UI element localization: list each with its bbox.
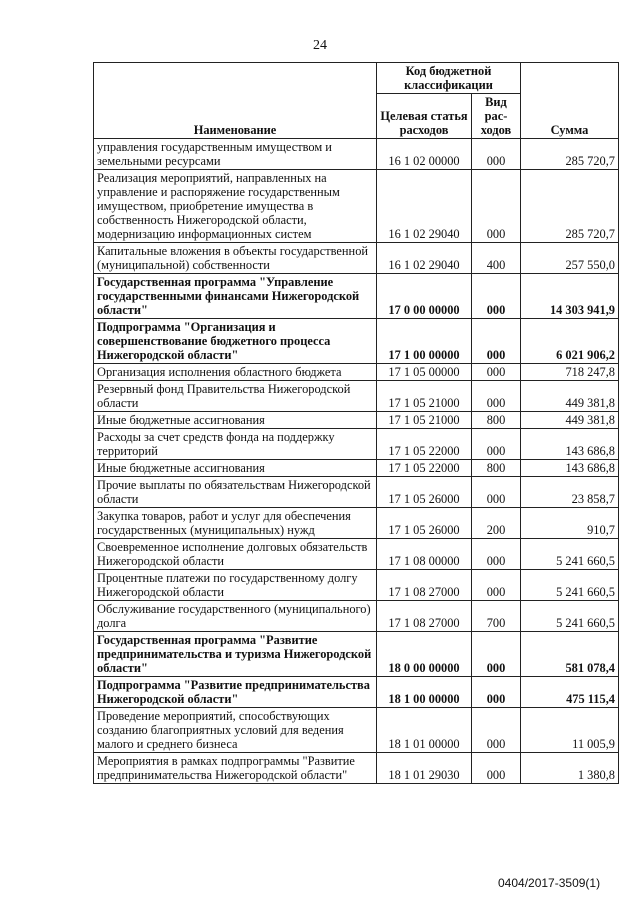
row-name: Резервный фонд Правительства Нижегородской области bbox=[94, 381, 377, 412]
table-row bbox=[94, 632, 619, 677]
row-name: Капитальные вложения в объекты государственной (муниципальной) собственности bbox=[94, 243, 377, 274]
row-sum: 449 381,8 bbox=[521, 381, 619, 412]
row-sum: 257 550,0 bbox=[521, 243, 619, 274]
row-code: 17 1 08 27000 bbox=[377, 601, 472, 632]
table-row bbox=[94, 243, 619, 274]
header-code-group: Код бюджетной классификации bbox=[377, 63, 521, 94]
row-code: 17 1 05 22000 bbox=[377, 429, 472, 460]
table-row bbox=[94, 381, 619, 412]
row-kind: 000 bbox=[472, 677, 521, 708]
table-row bbox=[94, 460, 619, 477]
row-sum: 285 720,7 bbox=[521, 139, 619, 170]
row-sum: 11 005,9 bbox=[521, 708, 619, 753]
row-sum: 6 021 906,2 bbox=[521, 319, 619, 364]
row-code: 17 1 05 21000 bbox=[377, 381, 472, 412]
row-code: 18 1 00 00000 bbox=[377, 677, 472, 708]
row-name: Реализация мероприятий, направленных на управление и распоряжение государственным имуществом, приобретение имущества в собственность Нижегородской области, модернизацию информационных систем bbox=[94, 170, 377, 243]
row-name: Подпрограмма "Развитие предпринимательства Нижегородской области" bbox=[94, 677, 377, 708]
row-kind: 700 bbox=[472, 601, 521, 632]
row-sum: 14 303 941,9 bbox=[521, 274, 619, 319]
header-kind: Вид рас-ходов bbox=[472, 94, 521, 139]
table-row bbox=[94, 477, 619, 508]
table-row bbox=[94, 508, 619, 539]
row-name: Закупка товаров, работ и услуг для обеспечения государственных (муниципальных) нужд bbox=[94, 508, 377, 539]
row-code: 18 1 01 29030 bbox=[377, 753, 472, 784]
table-row bbox=[94, 429, 619, 460]
row-code: 17 1 05 22000 bbox=[377, 460, 472, 477]
row-kind: 000 bbox=[472, 477, 521, 508]
row-code: 17 1 05 00000 bbox=[377, 364, 472, 381]
row-code: 17 1 05 21000 bbox=[377, 412, 472, 429]
row-code: 17 1 08 27000 bbox=[377, 570, 472, 601]
header-sum: Сумма bbox=[521, 63, 619, 139]
table-row bbox=[94, 753, 619, 784]
row-sum: 581 078,4 bbox=[521, 632, 619, 677]
row-sum: 5 241 660,5 bbox=[521, 570, 619, 601]
row-kind: 000 bbox=[472, 570, 521, 601]
row-sum: 718 247,8 bbox=[521, 364, 619, 381]
document-code: 0404/2017-3509(1) bbox=[498, 876, 601, 890]
row-sum: 1 380,8 bbox=[521, 753, 619, 784]
row-code: 17 1 08 00000 bbox=[377, 539, 472, 570]
row-name: управления государственным имуществом и земельными ресурсами bbox=[94, 139, 377, 170]
header-name: Наименование bbox=[94, 63, 377, 139]
row-kind: 400 bbox=[472, 243, 521, 274]
row-kind: 000 bbox=[472, 381, 521, 412]
row-name: Обслуживание государственного (муниципального) долга bbox=[94, 601, 377, 632]
table-row bbox=[94, 601, 619, 632]
table-row bbox=[94, 677, 619, 708]
row-name: Своевременное исполнение долговых обязательств Нижегородской области bbox=[94, 539, 377, 570]
row-kind: 800 bbox=[472, 460, 521, 477]
row-name: Подпрограмма "Организация и совершенствование бюджетного процесса Нижегородской области" bbox=[94, 319, 377, 364]
row-name: Процентные платежи по государственному долгу Нижегородской области bbox=[94, 570, 377, 601]
row-kind: 000 bbox=[472, 139, 521, 170]
row-code: 18 1 01 00000 bbox=[377, 708, 472, 753]
row-code: 16 1 02 00000 bbox=[377, 139, 472, 170]
table-row bbox=[94, 412, 619, 429]
row-kind: 200 bbox=[472, 508, 521, 539]
table-row bbox=[94, 319, 619, 364]
row-kind: 000 bbox=[472, 632, 521, 677]
row-code: 17 1 00 00000 bbox=[377, 319, 472, 364]
row-name: Прочие выплаты по обязательствам Нижегородской области bbox=[94, 477, 377, 508]
table-row bbox=[94, 708, 619, 753]
table-row bbox=[94, 170, 619, 243]
row-code: 18 0 00 00000 bbox=[377, 632, 472, 677]
row-sum: 5 241 660,5 bbox=[521, 539, 619, 570]
table-row bbox=[94, 139, 619, 170]
row-kind: 000 bbox=[472, 539, 521, 570]
row-name: Проведение мероприятий, способствующих созданию благоприятных условий для ведения малого и среднего бизнеса bbox=[94, 708, 377, 753]
table-header-row bbox=[94, 63, 619, 94]
table-row bbox=[94, 364, 619, 381]
table-row bbox=[94, 274, 619, 319]
row-kind: 800 bbox=[472, 412, 521, 429]
row-code: 16 1 02 29040 bbox=[377, 243, 472, 274]
row-name: Государственная программа "Управление государственными финансами Нижегородской области" bbox=[94, 274, 377, 319]
row-kind: 000 bbox=[472, 319, 521, 364]
table-row bbox=[94, 539, 619, 570]
row-kind: 000 bbox=[472, 170, 521, 243]
row-code: 17 1 05 26000 bbox=[377, 477, 472, 508]
row-code: 17 1 05 26000 bbox=[377, 508, 472, 539]
row-sum: 143 686,8 bbox=[521, 429, 619, 460]
row-kind: 000 bbox=[472, 274, 521, 319]
row-code: 17 0 00 00000 bbox=[377, 274, 472, 319]
row-kind: 000 bbox=[472, 753, 521, 784]
row-sum: 5 241 660,5 bbox=[521, 601, 619, 632]
row-kind: 000 bbox=[472, 364, 521, 381]
row-sum: 285 720,7 bbox=[521, 170, 619, 243]
row-kind: 000 bbox=[472, 429, 521, 460]
row-name: Государственная программа "Развитие предпринимательства и туризма Нижегородской области" bbox=[94, 632, 377, 677]
row-code: 16 1 02 29040 bbox=[377, 170, 472, 243]
row-name: Иные бюджетные ассигнования bbox=[94, 412, 377, 429]
header-target-article: Целевая статья расходов bbox=[377, 94, 472, 139]
budget-table bbox=[93, 62, 619, 784]
row-sum: 143 686,8 bbox=[521, 460, 619, 477]
table-row bbox=[94, 570, 619, 601]
row-sum: 475 115,4 bbox=[521, 677, 619, 708]
row-kind: 000 bbox=[472, 708, 521, 753]
row-name: Расходы за счет средств фонда на поддержку территорий bbox=[94, 429, 377, 460]
row-name: Иные бюджетные ассигнования bbox=[94, 460, 377, 477]
row-sum: 910,7 bbox=[521, 508, 619, 539]
row-sum: 23 858,7 bbox=[521, 477, 619, 508]
row-name: Мероприятия в рамках подпрограммы "Развитие предпринимательства Нижегородской области" bbox=[94, 753, 377, 784]
page-number: 24 bbox=[313, 38, 327, 53]
row-name: Организация исполнения областного бюджета bbox=[94, 364, 377, 381]
row-sum: 449 381,8 bbox=[521, 412, 619, 429]
